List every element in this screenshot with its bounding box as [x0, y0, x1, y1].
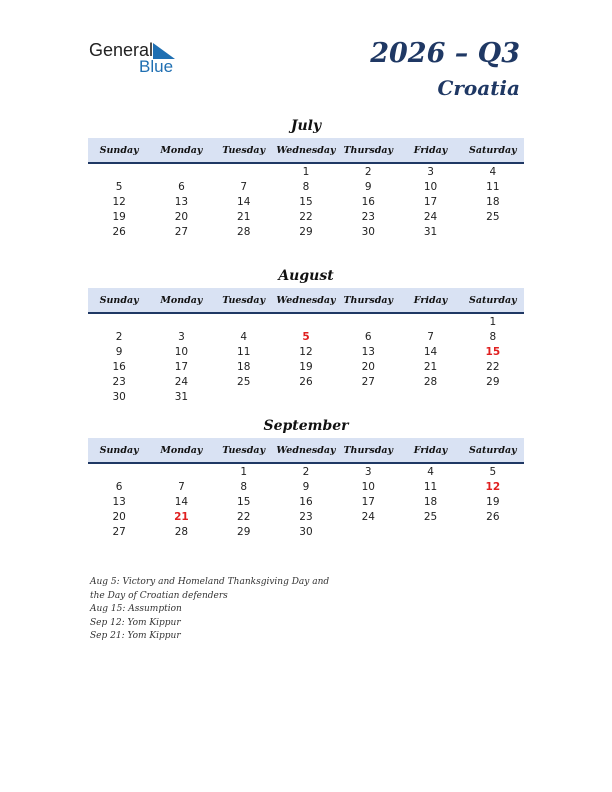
- day-cell: 12: [299, 346, 313, 358]
- empty-day-cell: [399, 315, 461, 330]
- week-row: [88, 315, 524, 330]
- day-cell: 28: [237, 226, 251, 238]
- day-cell: 13: [174, 196, 189, 208]
- day-cell: 3: [364, 466, 372, 478]
- empty-day-cell: [213, 315, 275, 330]
- day-cell: 31: [174, 391, 189, 403]
- day-cell: 6: [115, 481, 123, 493]
- day-cell: 15: [237, 496, 251, 508]
- weekday-saturday: Saturday: [469, 294, 517, 306]
- day-cell: 31: [423, 226, 438, 238]
- weekday-thursday: Thursday: [343, 294, 394, 306]
- day-cell: 8: [302, 181, 310, 193]
- month-name: July: [290, 118, 322, 134]
- empty-day-cell: [462, 390, 524, 405]
- day-cell: 27: [112, 526, 126, 538]
- weekday-tuesday: Tuesday: [222, 444, 266, 456]
- weekday-sunday: Sunday: [99, 444, 139, 456]
- day-cell: 15: [485, 346, 501, 358]
- day-cell: 20: [361, 361, 375, 373]
- day-cell: 28: [174, 526, 189, 538]
- page-title: 2026 – Q3: [370, 38, 520, 69]
- day-cell: 12: [112, 196, 126, 208]
- holiday-note: Sep 21: Yom Kippur: [90, 631, 181, 641]
- day-cell: 9: [302, 481, 310, 493]
- weekday-header: [88, 288, 524, 314]
- week-row: [88, 465, 524, 480]
- weekday-wednesday: Wednesday: [276, 144, 336, 156]
- day-cell: 13: [361, 346, 375, 358]
- weekday-tuesday: Tuesday: [222, 144, 266, 156]
- weekday-friday: Friday: [413, 144, 448, 156]
- week-row: [88, 330, 524, 345]
- day-cell: 7: [427, 331, 434, 343]
- day-cell: 24: [361, 511, 375, 523]
- empty-day-cell: [88, 315, 150, 330]
- week-row: [88, 525, 524, 540]
- day-cell: 4: [489, 166, 497, 178]
- day-cell: 18: [423, 496, 438, 508]
- weekday-header: [88, 438, 524, 464]
- day-cell: 6: [178, 181, 185, 193]
- day-cell: 19: [112, 211, 126, 223]
- weekday-friday: Friday: [413, 294, 448, 306]
- day-cell: 25: [237, 376, 251, 388]
- day-cell: 16: [299, 496, 313, 508]
- week-row: [88, 345, 524, 360]
- day-cell: 15: [299, 196, 313, 208]
- day-cell: 9: [364, 181, 372, 193]
- empty-day-cell: [337, 315, 399, 330]
- month-grid: [88, 315, 524, 405]
- day-cell: 23: [361, 211, 375, 223]
- page-subtitle: Croatia: [437, 76, 520, 100]
- week-row: [88, 195, 524, 210]
- day-cell: 5: [489, 466, 497, 478]
- day-cell: 9: [115, 346, 123, 358]
- empty-day-cell: [88, 165, 150, 180]
- day-cell: 7: [178, 481, 185, 493]
- month-grid: [88, 465, 524, 540]
- week-row: [88, 480, 524, 495]
- day-cell: 24: [423, 211, 438, 223]
- logo-general-text: General: [89, 40, 154, 60]
- day-cell: 7: [240, 181, 248, 193]
- empty-day-cell: [462, 225, 524, 240]
- weekday-monday: Monday: [160, 144, 203, 156]
- empty-day-cell: [150, 315, 212, 330]
- day-cell: 2: [302, 466, 310, 478]
- empty-day-cell: [399, 390, 461, 405]
- day-cell: 2: [364, 166, 372, 178]
- weekday-saturday: Saturday: [469, 144, 517, 156]
- week-row: [88, 510, 524, 525]
- day-cell: 24: [174, 376, 189, 388]
- day-cell: 30: [361, 226, 375, 238]
- day-cell: 17: [174, 361, 189, 373]
- day-cell: 10: [174, 346, 189, 358]
- day-cell: 28: [423, 376, 438, 388]
- empty-day-cell: [462, 525, 524, 540]
- weekday-wednesday: Wednesday: [276, 294, 336, 306]
- day-cell: 11: [486, 181, 500, 193]
- day-cell: 29: [237, 526, 251, 538]
- weekday-tuesday: Tuesday: [222, 294, 266, 306]
- day-cell: 23: [299, 511, 313, 523]
- day-cell: 18: [486, 196, 500, 208]
- day-cell: 30: [299, 526, 313, 538]
- holiday-notes: [90, 576, 390, 644]
- day-cell: 1: [240, 466, 248, 478]
- day-cell: 26: [112, 226, 126, 238]
- month-grid: [88, 165, 524, 240]
- month-name: August: [278, 268, 334, 284]
- day-cell: 16: [112, 361, 126, 373]
- empty-day-cell: [150, 465, 212, 480]
- week-row: [88, 390, 524, 405]
- day-cell: 10: [361, 481, 375, 493]
- day-cell: 6: [364, 331, 372, 343]
- weekday-header: [88, 138, 524, 164]
- weekday-thursday: Thursday: [343, 444, 394, 456]
- day-cell: 23: [112, 376, 126, 388]
- day-cell: 17: [361, 496, 375, 508]
- holiday-note: Aug 5: Victory and Homeland Thanksgiving Day and the Day of Croatian defenders: [90, 577, 330, 601]
- week-row: [88, 180, 524, 195]
- day-cell: 4: [427, 466, 434, 478]
- day-cell: 14: [237, 196, 251, 208]
- day-cell: 1: [489, 316, 497, 328]
- day-cell: 20: [112, 511, 126, 523]
- day-cell: 29: [299, 226, 313, 238]
- day-cell: 27: [174, 226, 189, 238]
- day-cell: 4: [240, 331, 248, 343]
- day-cell: 13: [112, 496, 126, 508]
- day-cell: 29: [486, 376, 500, 388]
- generalblue-logo: [89, 40, 189, 76]
- weekday-monday: Monday: [160, 444, 203, 456]
- empty-day-cell: [275, 315, 337, 330]
- weekday-thursday: Thursday: [343, 144, 394, 156]
- day-cell: 8: [489, 331, 497, 343]
- day-cell: 20: [174, 211, 189, 223]
- day-cell: 27: [361, 376, 375, 388]
- day-cell: 30: [112, 391, 126, 403]
- month-september: [88, 416, 524, 540]
- day-cell: 11: [423, 481, 438, 493]
- weekday-monday: Monday: [160, 294, 203, 306]
- day-cell: 19: [486, 496, 500, 508]
- weekday-saturday: Saturday: [469, 444, 517, 456]
- week-row: [88, 165, 524, 180]
- day-cell: 22: [486, 361, 500, 373]
- day-cell: 25: [486, 211, 500, 223]
- day-cell: 25: [423, 511, 438, 523]
- day-cell: 18: [237, 361, 251, 373]
- empty-day-cell: [275, 390, 337, 405]
- month-july: [88, 116, 524, 240]
- empty-day-cell: [213, 390, 275, 405]
- empty-day-cell: [88, 465, 150, 480]
- day-cell: 3: [427, 166, 434, 178]
- day-cell: 22: [299, 211, 313, 223]
- empty-day-cell: [337, 525, 399, 540]
- day-cell: 26: [299, 376, 313, 388]
- day-cell: 5: [115, 181, 123, 193]
- day-cell: 11: [237, 346, 251, 358]
- week-row: [88, 225, 524, 240]
- week-row: [88, 360, 524, 375]
- empty-day-cell: [150, 165, 212, 180]
- weekday-friday: Friday: [413, 444, 448, 456]
- day-cell: 14: [174, 496, 189, 508]
- day-cell: 16: [361, 196, 375, 208]
- weekday-wednesday: Wednesday: [276, 444, 336, 456]
- day-cell: 1: [302, 166, 310, 178]
- day-cell: 2: [115, 331, 123, 343]
- month-august: [88, 266, 524, 405]
- holiday-note: Aug 15: Assumption: [90, 604, 182, 614]
- week-row: [88, 495, 524, 510]
- empty-day-cell: [213, 165, 275, 180]
- month-name: September: [263, 418, 349, 434]
- day-cell: 5: [302, 331, 310, 343]
- day-cell: 26: [486, 511, 500, 523]
- logo-blue-text: Blue: [139, 57, 174, 76]
- day-cell: 12: [485, 481, 501, 493]
- day-cell: 10: [423, 181, 438, 193]
- holiday-note: Sep 12: Yom Kippur: [90, 617, 181, 628]
- day-cell: 8: [240, 481, 248, 493]
- day-cell: 22: [237, 511, 251, 523]
- day-cell: 21: [174, 511, 189, 523]
- weekday-sunday: Sunday: [99, 294, 139, 306]
- empty-day-cell: [337, 390, 399, 405]
- day-cell: 14: [423, 346, 438, 358]
- week-row: [88, 210, 524, 225]
- day-cell: 3: [178, 331, 185, 343]
- day-cell: 21: [237, 211, 251, 223]
- week-row: [88, 375, 524, 390]
- weekday-sunday: Sunday: [99, 144, 139, 156]
- day-cell: 19: [299, 361, 313, 373]
- day-cell: 17: [423, 196, 438, 208]
- day-cell: 21: [423, 361, 438, 373]
- empty-day-cell: [399, 525, 461, 540]
